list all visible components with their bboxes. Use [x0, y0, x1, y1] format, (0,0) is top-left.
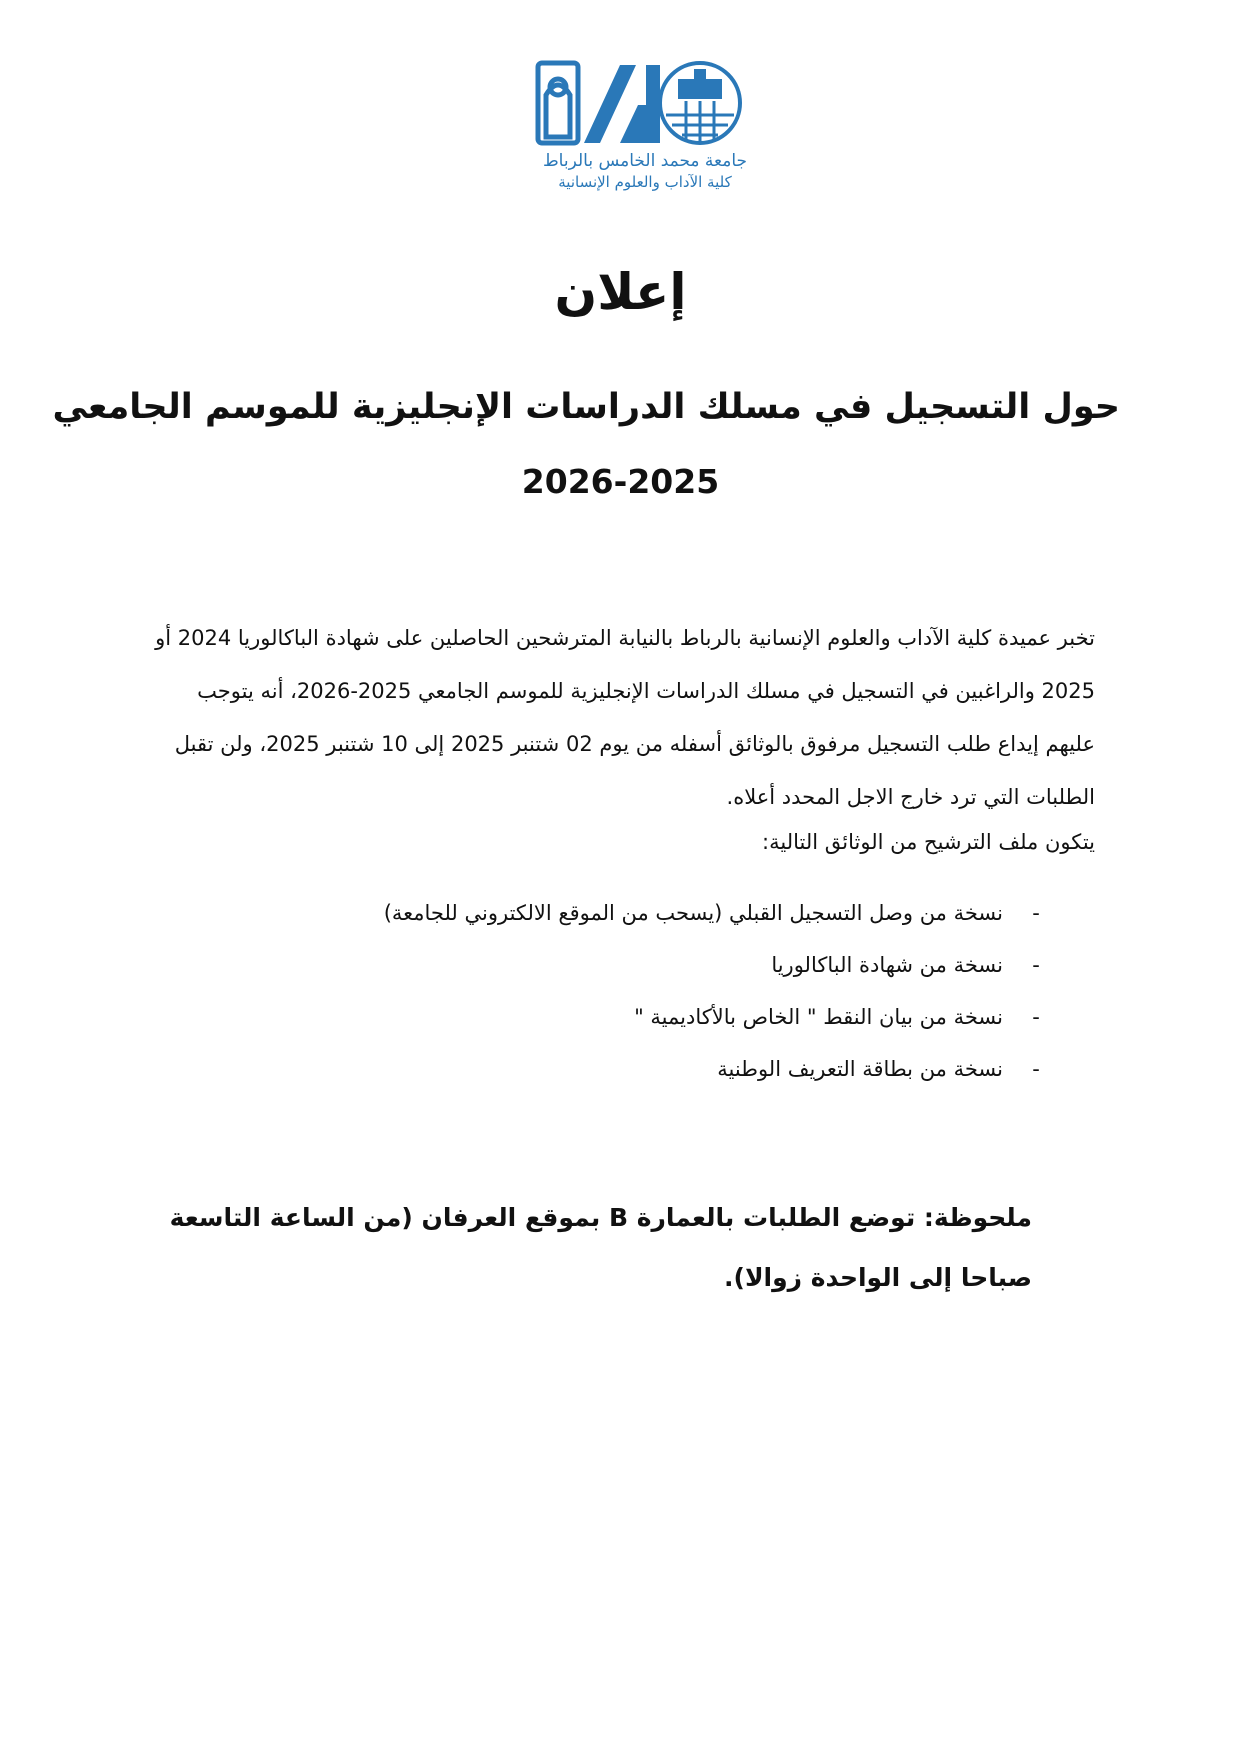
- list-item-text: نسخة من شهادة الباكالوريا: [771, 953, 1003, 977]
- list-item: [291, 1002, 1051, 1054]
- list-item-text: نسخة من وصل التسجيل القبلي (يسحب من الموقع الالكتروني للجامعة): [383, 901, 1003, 925]
- list-item-text: نسخة من بيان النقط " الخاص بالأكاديمية ": [634, 1005, 1003, 1029]
- announcement-paragraph: تخبر عميدة كلية الآداب والعلوم الإنسانية بالرباط بالنيابة المترشحين الحاصلين على شهادة الباكالوريا 2024 أو 2025 والراغبين في التسجيل في مسلك الدراسات الإنجليزية للموسم الجامعي 2025-2026، أنه يتوجب عليهم إيداع طلب التسجيل مرفوق بالوثائق أسفله من يوم 02 شتنبر 2025 إلى 10 شتنبر 2025، ولن تقبل الطلبات التي ترد خارج الاجل المحدد أعلاه.: [155, 626, 1095, 809]
- list-item: [291, 1054, 1051, 1106]
- document-subtitle: حول التسجيل في مسلك الدراسات الإنجليزية للموسم الجامعي: [52, 387, 1120, 427]
- bullet-dash: -: [1032, 953, 1040, 977]
- logo-emblem-icon: [500, 55, 790, 150]
- required-documents-list: [291, 898, 1051, 1106]
- bullet-dash: -: [1032, 1057, 1040, 1081]
- university-logo: [500, 55, 790, 195]
- document-title: إعلان: [554, 263, 687, 321]
- list-item-text: نسخة من بطاقة التعريف الوطنية: [717, 1057, 1003, 1081]
- logo-faculty-name: كلية الآداب والعلوم الإنسانية: [558, 173, 732, 191]
- bullet-dash: -: [1032, 901, 1040, 925]
- note-paragraph: ملحوظة: توضع الطلبات بالعمارة B بموقع العرفان (من الساعة التاسعة صباحا إلى الواحدة زوالا).: [169, 1203, 1032, 1292]
- academic-year: 2026-2025: [521, 462, 720, 501]
- logo-university-name: جامعة محمد الخامس بالرباط: [542, 151, 748, 171]
- list-item: [291, 950, 1051, 1002]
- list-item: [291, 898, 1051, 950]
- documents-intro: يتكون ملف الترشيح من الوثائق التالية:: [762, 830, 1095, 854]
- bullet-dash: -: [1032, 1005, 1040, 1029]
